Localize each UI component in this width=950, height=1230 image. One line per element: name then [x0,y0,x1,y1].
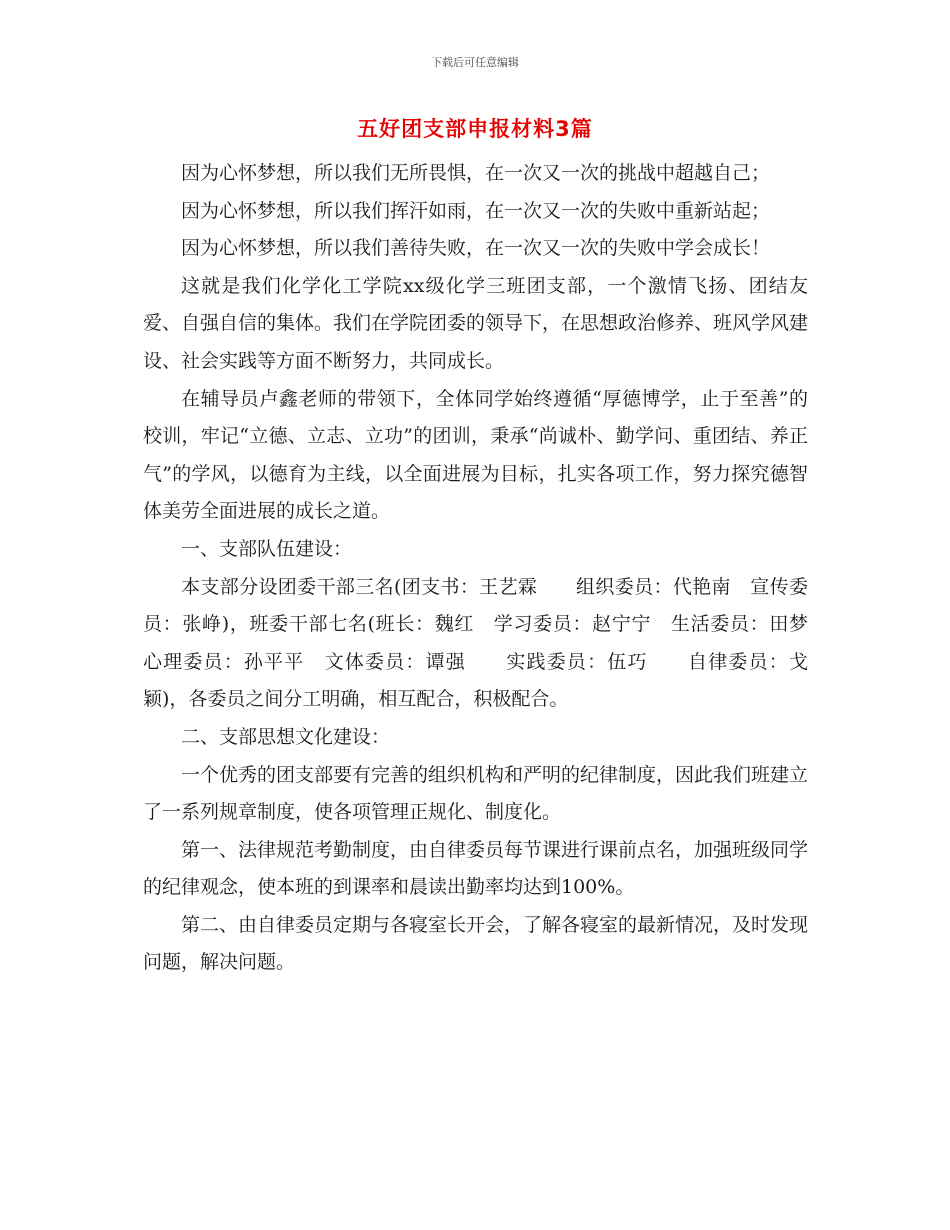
paragraph: 因为心怀梦想，所以我们无所畏惧，在一次又一次的挑战中超越自己； [181,162,771,184]
document-title: 五好团支部申报材料3篇 [357,117,593,141]
paragraph: 第一、法律规范考勤制度，由自律委员每节课进行课前点名，加强班级同学的纪律观念，使本班的到课率和晨读出勤率均达到100%。 [143,838,809,899]
paragraph: 在辅导员卢鑫老师的带领下，全体同学始终遵循“厚德博学，止于至善”的校训，牢记“立德、立志、立功”的团训，秉承“尚诚朴、勤学问、重团结、养正气”的学风，以德育为主线，以全面进展为目标，扎实各项工作，努力探究德智体美劳全面进展的成长之道。 [143,387,808,523]
paragraph: 本支部分设团委干部三名(团支书：王艺霖 组织委员：代艳南 宣传委员：张峥)，班委干部七名(班长：魏红 学习委员：赵宁宁 生活委员：田梦 心理委员：孙平平 文体委员：谭强 实践委员：伍巧 自律委员：戈颖)，各委员之间分工明确，相互配合，积极配合。 [143,575,847,711]
document-body [143,155,847,982]
section-heading: 二、支部思想文化建设： [181,725,391,748]
paragraph: 这就是我们化学化工学院xx级化学三班团支部，一个激情飞扬、团结友爱、自强自信的集体。我们在学院团委的领导下，在思想政治修养、班风学风建设、社会实践等方面不断努力，共同成长。 [143,274,809,372]
paragraph: 因为心怀梦想，所以我们挥汗如雨，在一次又一次的失败中重新站起； [181,199,771,222]
paragraph: 一个优秀的团支部要有完善的组织机构和严明的纪律制度，因此我们班建立了一系列规章制度，使各项管理正规化、制度化。 [143,763,809,824]
section-heading: 一、支部队伍建设： [181,537,353,560]
header-note: 下载后可任意编辑 [431,56,519,69]
paragraph: 因为心怀梦想，所以我们善待失败，在一次又一次的失败中学会成长！ [181,237,771,260]
paragraph: 第二、由自律委员定期与各寝室长开会，了解各寝室的最新情况，及时发现问题，解决问题。 [143,913,809,974]
